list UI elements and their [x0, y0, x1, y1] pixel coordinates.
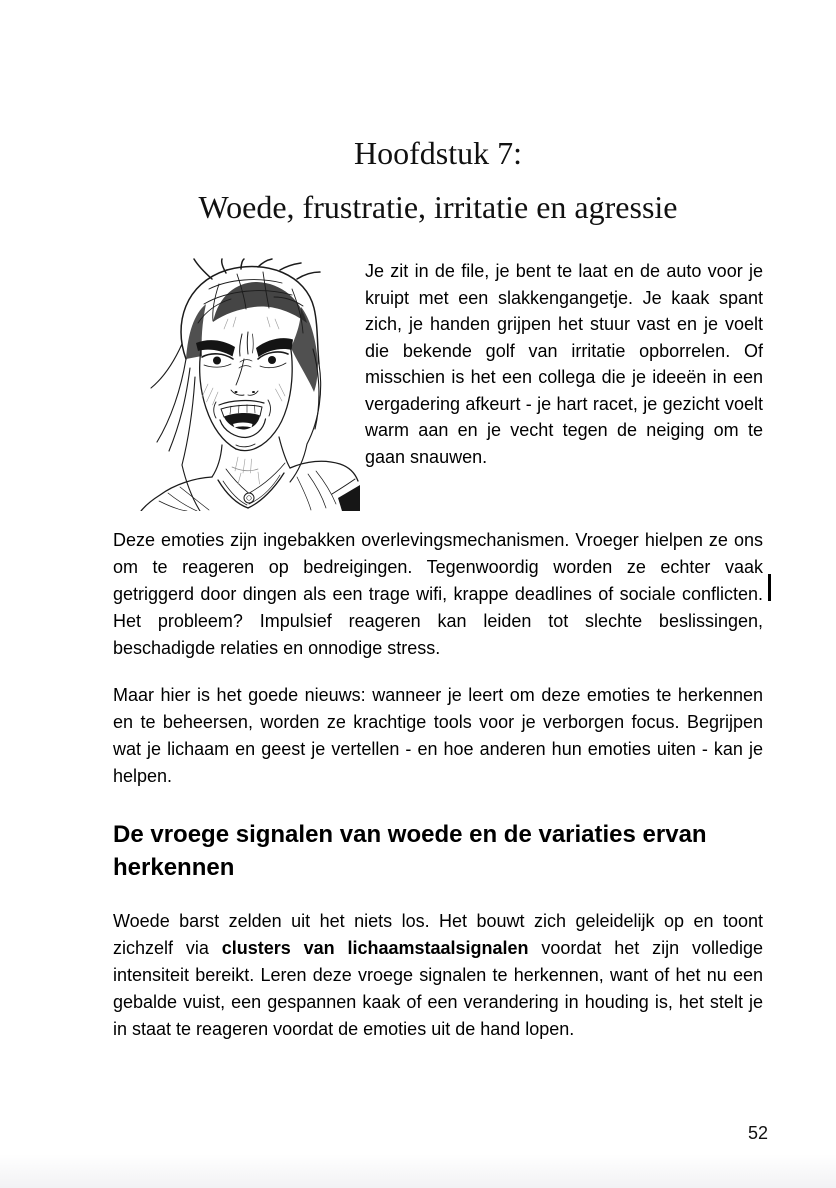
text-cursor [768, 574, 771, 601]
chapter-title-line2: Woede, frustratie, irritatie en agressie [198, 189, 678, 225]
angry-woman-sketch-icon [138, 258, 360, 511]
paragraph-early-signals-bold: clusters van lichaamstaalsignalen [221, 938, 529, 958]
paragraph-good-news[interactable]: Maar hier is het goede nieuws: wanneer je leert om deze emoties te herkennen en te beheersen, worden ze krachtige tools voor je verborgen focus. Begrijpen wat je lichaam en geest je vertellen - en hoe anderen hun emoties uiten - kan je helpen. [113, 685, 763, 786]
intro-section [113, 258, 763, 511]
chapter-title [113, 126, 763, 234]
page-bottom-edge [0, 1154, 836, 1188]
page-number: 52 [748, 1123, 769, 1143]
intro-paragraph[interactable]: Je zit in de file, je bent te laat en de auto voor je kruipt met een slakkengangetje. Je kaak spant zich, je handen grijpen het stuur vast en je voelt die bekende golf van irritatie opborrelen. Of misschien is het een collega die je ideeën in een vergadering afkeurt - je hart racet, je gezicht voelt warm aan en je vecht tegen de neiging om te gaan snauwen. [365, 261, 763, 467]
paragraph-survival-mechanisms[interactable]: Deze emoties zijn ingebakken overlevingsmechanismen. Vroeger hielpen ze ons om te reageren op bedreigingen. Tegenwoordig worden ze echter vaak getriggerd door dingen als een trage wifi, krappe deadlines of sociale conflicten. Het probleem? Impulsief reageren kan leiden tot slechte beslissingen, beschadigde relaties en onnodige stress. [113, 530, 763, 658]
paragraph-early-signals-part2: voordat het zijn volledige intensiteit bereikt. Leren deze vroege signalen te herkennen, want of het nu een gebalde vuist, een gespannen kaak of een verandering in houding is, het stelt je in staat te reageren voordat de emoties uit de hand lopen. [113, 938, 763, 1039]
page-content[interactable] [113, 0, 763, 1043]
paragraph-early-signals[interactable] [113, 908, 763, 1043]
paragraph-early-signals-part1: Woede barst zelden uit het niets los. Het bouwt zich geleidelijk op en toont zichzelf via [113, 911, 763, 958]
intro-text-column[interactable] [360, 258, 763, 470]
angry-woman-illustration [138, 258, 360, 511]
chapter-title-line1: Hoofdstuk 7: [354, 135, 522, 171]
section-heading[interactable]: De vroege signalen van woede en de variaties ervan herkennen [113, 821, 707, 881]
